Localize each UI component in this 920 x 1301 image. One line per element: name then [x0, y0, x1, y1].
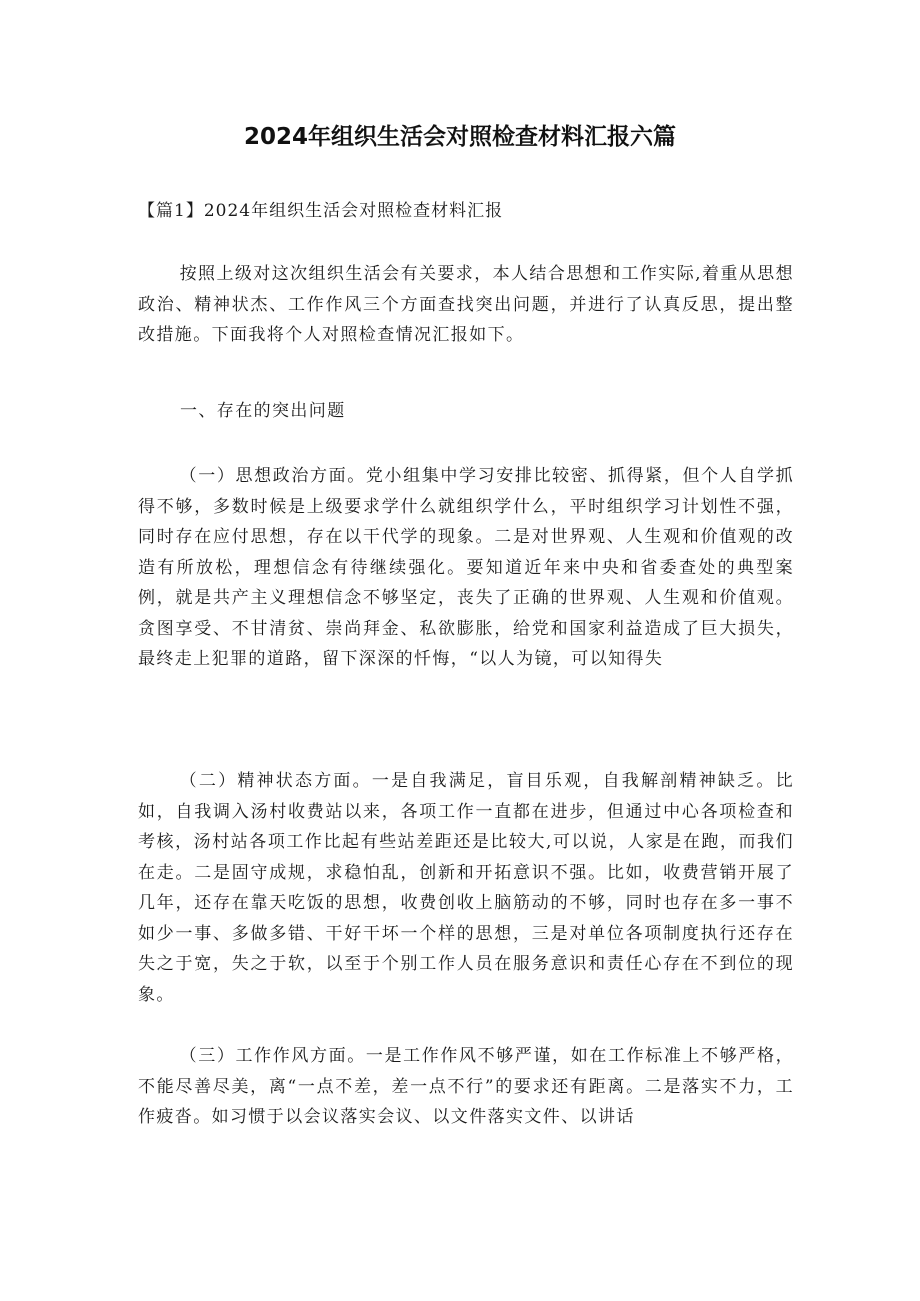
- paragraph-ideology: （一）思想政治方面。党小组集中学习安排比较密、抓得紧，但个人自学抓得不够，多数时候是上级要求学什么就组织学什么，平时组织学习计划性不强，同时存在应付思想，存在以干代学的现象。二是对世界观、人生观和价值观的改造有所放松，理想信念有待继续强化。要知道近年来中央和省委查处的典型案例，就是共产主义理想信念不够坚定，丧失了正确的世界观、人生观和价值观。贪图享受、不甘清贫、崇尚拜金、私欲膨胀，给党和国家利益造成了巨大损失，最终走上犯罪的道路，留下深深的忏悔，“以人为镜，可以知得失: [138, 466, 794, 669]
- document-title: 2024年组织生活会对照检查材料汇报六篇: [243, 124, 676, 150]
- intro-paragraph: 按照上级对这次组织生活会有关要求，本人结合思想和工作实际,着重从思想政治、精神状杰、工作作风三个方面查找突出问题，并进行了认真反思，提出整改措施。下面我将个人对照检查情况汇报如下。: [138, 264, 794, 345]
- document-subtitle: 【篇1】2024年组织生活会对照检查材料汇报: [138, 201, 504, 221]
- section-heading: 一、存在的突出问题: [180, 401, 346, 421]
- paragraph-spirit: （二）精神状态方面。一是自我满足，盲目乐观，自我解剖精神缺乏。比如，自我调入汤村收费站以来，各项工作一直都在进步，但通过中心各项检查和考核，汤村站各项工作比起有些站差距还是比较大,可以说，人家是在跑，而我们在走。二是固守成规，求稳怕乱，创新和开拓意识不强。比如，收费营销开展了几年，还存在靠天吃饭的思想，收费创收上脑筋动的不够，同时也存在多一事不如少一事、多做多错、干好干坏一个样的思想，三是对单位各项制度执行还存在失之于宽，失之于软，以至于个别工作人员在服务意识和责任心存在不到位的现象。: [138, 771, 794, 1005]
- paragraph-work-style: （三）工作作风方面。一是工作作风不够严谨，如在工作标准上不够严格，不能尽善尽美，离“一点不差，差一点不行”的要求还有距离。二是落实不力，工作疲沓。如习惯于以会议落实会议、以文件落实文件、以讲话: [138, 1046, 794, 1127]
